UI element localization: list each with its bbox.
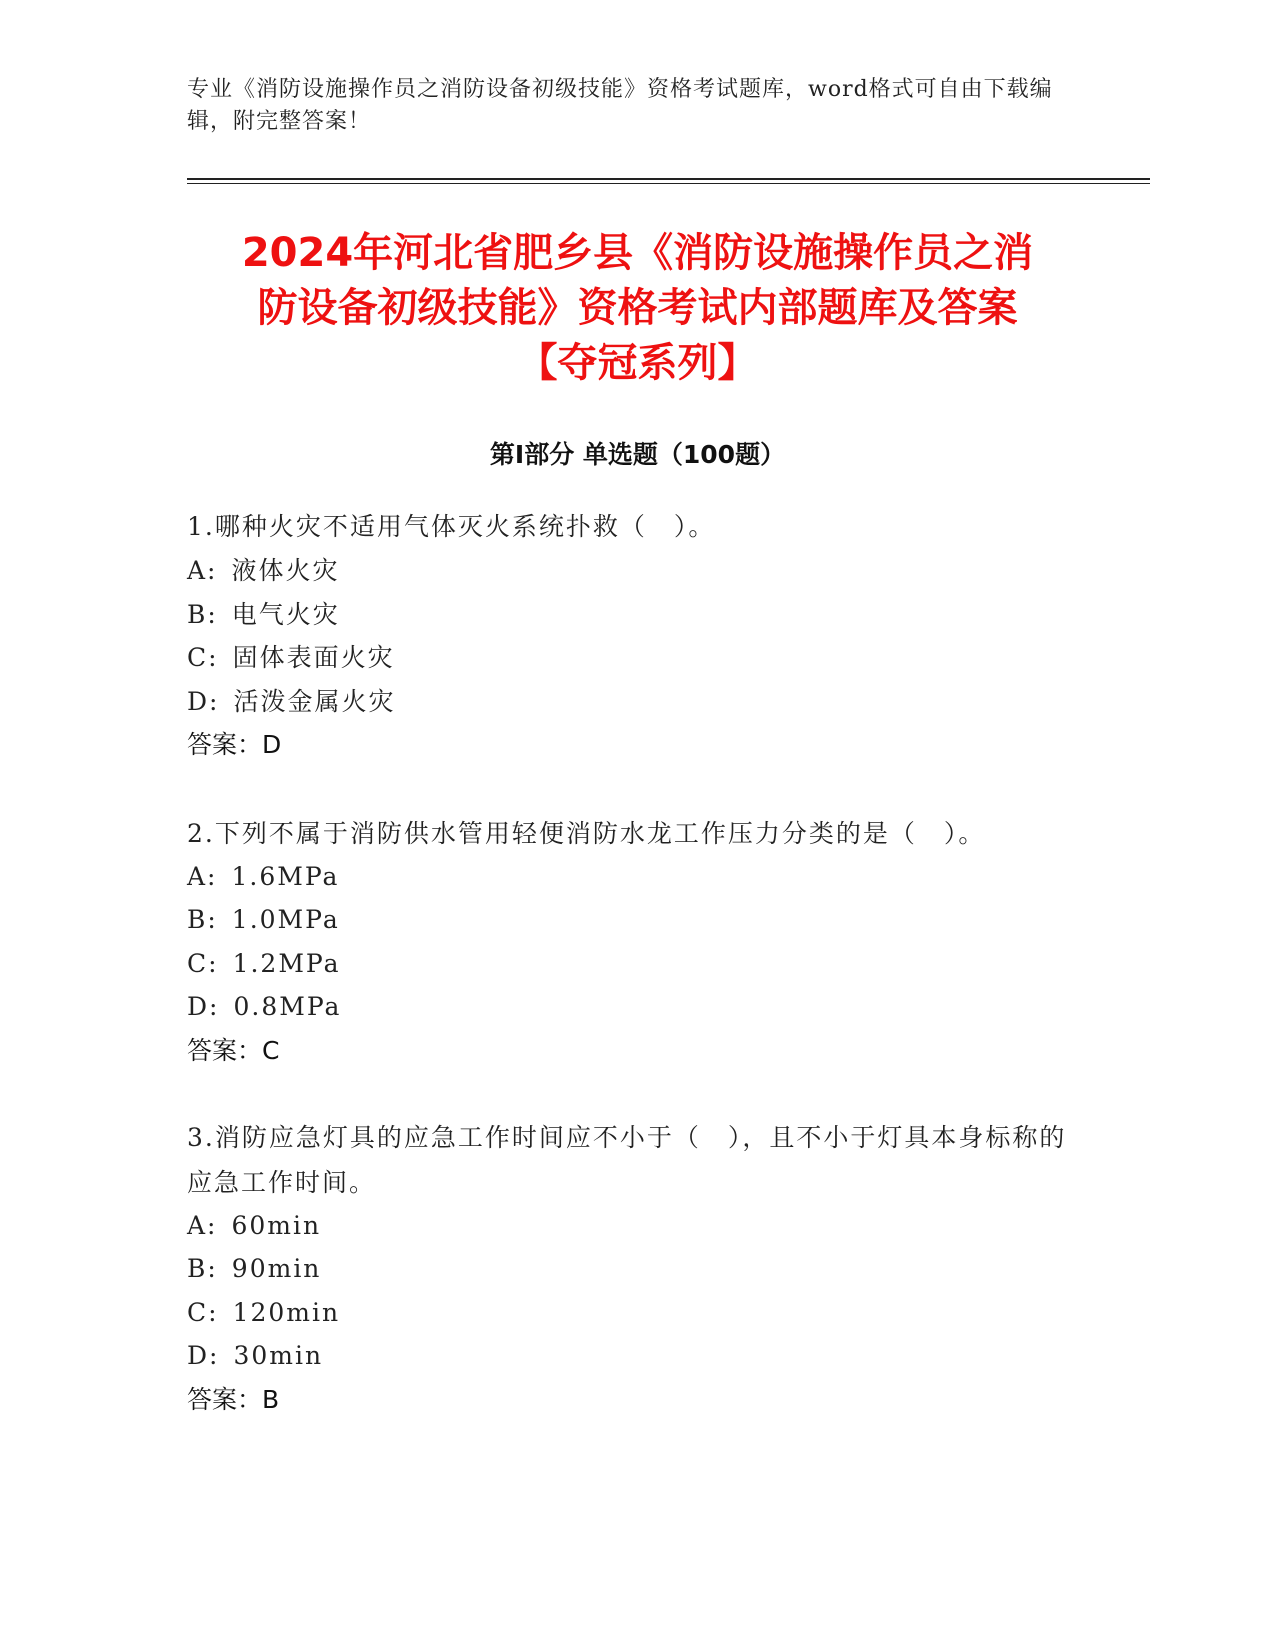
question-text: 2.下列不属于消防供水管用轻便消防水龙工作压力分类的是（ ）。: [187, 819, 986, 848]
title-line-1: 2024年河北省肥乡县《消防设施操作员之消: [241, 230, 1034, 276]
option-key: B:: [187, 905, 218, 934]
option-value: 1.2MPa: [232, 949, 341, 978]
option-value: 电气火灾: [231, 600, 340, 629]
answer-label: 答案：: [187, 1036, 263, 1065]
option-a: [187, 548, 340, 593]
option-key: C:: [187, 643, 219, 672]
option-value: 90min: [231, 1254, 322, 1283]
option-key: A:: [187, 556, 218, 585]
header-divider-thin: [187, 183, 1150, 184]
option-key: C:: [187, 1298, 219, 1327]
option-b: [187, 1246, 321, 1291]
section-heading: 第Ⅰ部分 单选题（100题）: [489, 440, 786, 469]
option-d: [187, 1333, 323, 1378]
answer-value: C: [262, 1036, 280, 1065]
option-key: B:: [187, 600, 218, 629]
option-a: [187, 854, 339, 899]
option-b: [187, 592, 340, 637]
option-value: 1.6MPa: [231, 862, 340, 891]
option-d: [187, 984, 341, 1029]
title-line-2: 防设备初级技能》资格考试内部题库及答案: [257, 285, 1018, 331]
option-key: C:: [187, 949, 219, 978]
header-note: 专业《消防设施操作员之消防设备初级技能》资格考试题库，word格式可自由下载编辑，附完整答案！: [187, 77, 1053, 134]
title-line-3: 【夺冠系列】: [517, 340, 758, 386]
option-c: [187, 635, 395, 680]
option-key: A:: [187, 862, 218, 891]
answer-line: [187, 1028, 279, 1073]
option-value: 60min: [231, 1211, 322, 1240]
option-c: [187, 1290, 340, 1335]
option-value: 活泼金属火灾: [233, 687, 396, 716]
option-key: D:: [187, 1341, 220, 1370]
question-text: 3.消防应急灯具的应急工作时间应不小于（ ），且不小于灯具本身标称的应急工作时间。: [187, 1123, 1067, 1197]
option-value: 液体火灾: [231, 556, 340, 585]
answer-label: 答案：: [187, 730, 263, 759]
header-divider-thick: [187, 178, 1150, 180]
option-key: B:: [187, 1254, 218, 1283]
option-value: 120min: [232, 1298, 341, 1327]
option-a: [187, 1203, 321, 1248]
option-value: 固体表面火灾: [232, 643, 395, 672]
option-value: 1.0MPa: [231, 905, 340, 934]
option-value: 0.8MPa: [233, 992, 342, 1021]
answer-line: [187, 1377, 279, 1422]
option-key: D:: [187, 687, 220, 716]
answer-line: [187, 722, 281, 767]
answer-value: D: [262, 730, 282, 759]
option-key: D:: [187, 992, 220, 1021]
option-value: 30min: [233, 1341, 324, 1370]
option-key: A:: [187, 1211, 218, 1240]
option-d: [187, 679, 395, 724]
answer-value: B: [262, 1385, 280, 1414]
question-text: 1.哪种火灾不适用气体灭火系统扑救（ ）。: [187, 512, 716, 541]
option-c: [187, 941, 341, 986]
document-title: [120, 226, 1155, 391]
answer-label: 答案：: [187, 1385, 263, 1414]
option-b: [187, 897, 340, 942]
